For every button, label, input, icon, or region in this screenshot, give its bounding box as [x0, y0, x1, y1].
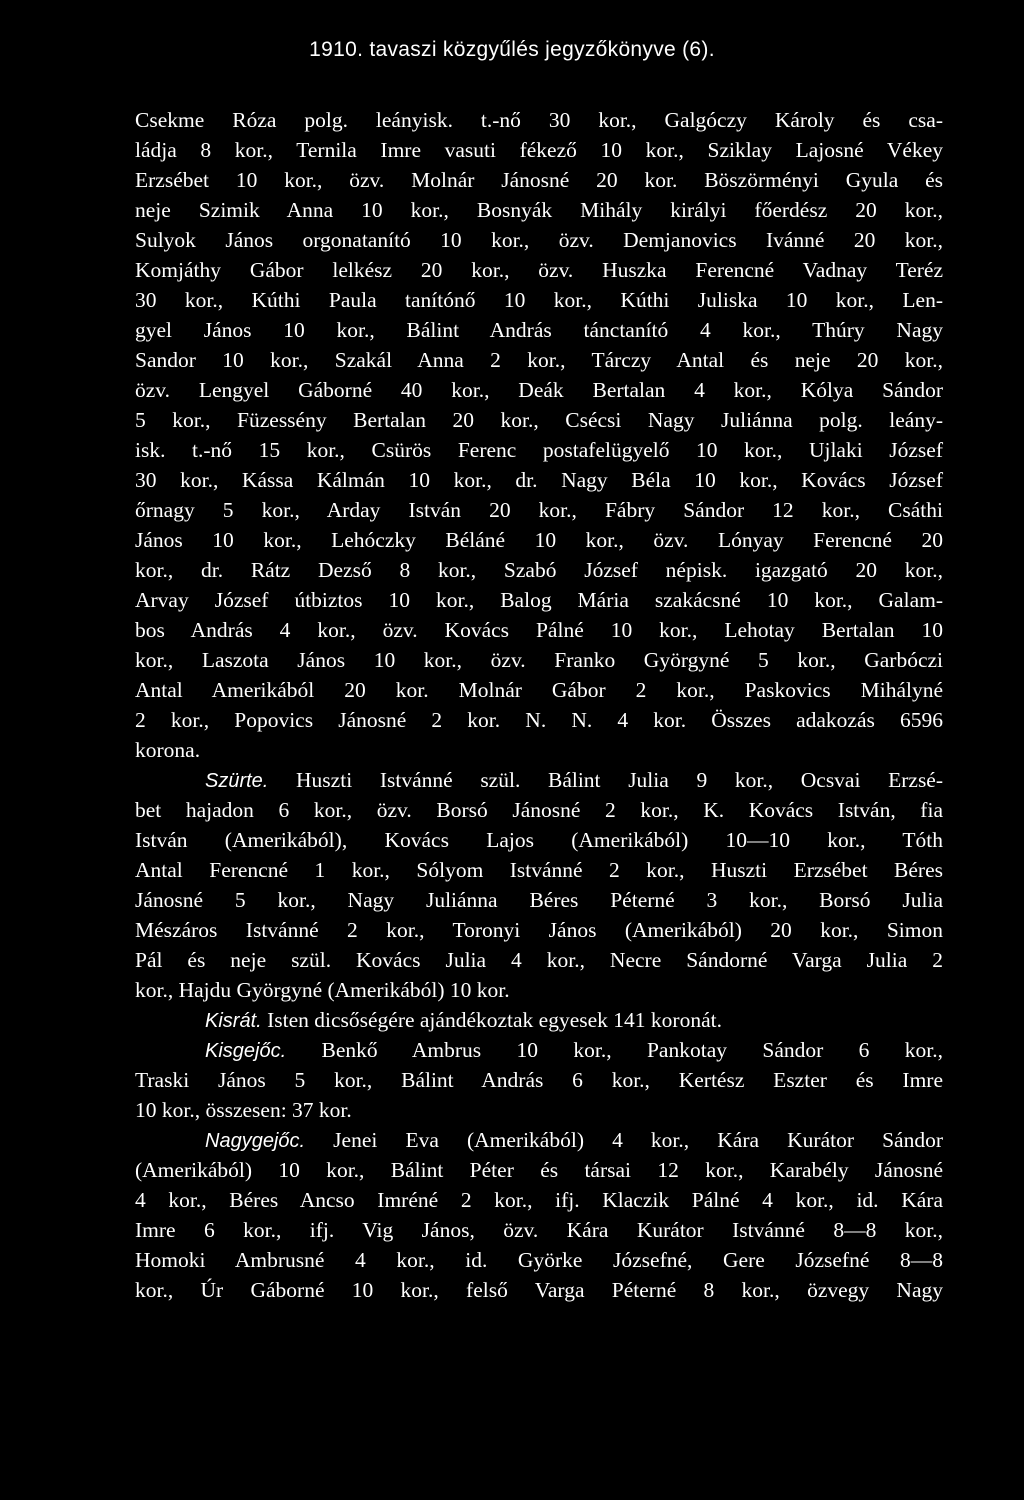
text-line	[135, 765, 943, 795]
text-line	[135, 1095, 943, 1125]
line-text: isk. t.-nő 15 kor., Csürös Ferenc postafelügyelő 10 kor., Ujlaki József	[135, 438, 943, 462]
text-line	[135, 375, 943, 405]
line-text: Antal Amerikából 20 kor. Molnár Gábor 2 kor., Paskovics Mihályné	[135, 678, 943, 702]
line-text: Sulyok János orgonatanító 10 kor., özv. Demjanovics Ivánné 20 kor.,	[135, 228, 943, 252]
line-text: neje Szimik Anna 10 kor., Bosnyák Mihály királyi főerdész 20 kor.,	[135, 198, 943, 222]
text-line	[135, 1035, 943, 1065]
line-text: özv. Lengyel Gáborné 40 kor., Deák Bertalan 4 kor., Kólya Sándor	[135, 378, 943, 402]
line-text: Imre 6 kor., ifj. Vig János, özv. Kára Kurátor Istvánné 8—8 kor.,	[135, 1218, 943, 1242]
line-text: korona.	[135, 738, 201, 762]
text-line	[135, 945, 943, 975]
line-text: Huszti Istvánné szül. Bálint Julia 9 kor., Ocsvai Erzsé-	[296, 768, 944, 792]
line-text: 30 kor., Kúthi Paula tanítónő 10 kor., Kúthi Juliska 10 kor., Len-	[135, 288, 943, 312]
text-line	[135, 225, 943, 255]
text-line	[135, 1275, 943, 1305]
text-line	[135, 825, 943, 855]
section-heading: Kisgejőc.	[205, 1040, 287, 1062]
line-text: Isten dicsőségére ajándékoztak egyesek 141 koronát.	[267, 1008, 722, 1032]
text-line	[135, 315, 943, 345]
text-line	[135, 105, 943, 135]
line-text: gyel János 10 kor., Bálint András tánctanító 4 kor., Thúry Nagy	[135, 318, 943, 342]
text-line	[135, 495, 943, 525]
line-text: bos András 4 kor., özv. Kovács Pálné 10 kor., Lehotay Bertalan 10	[135, 618, 943, 642]
line-text: Arvay József útbiztos 10 kor., Balog Mária szakácsné 10 kor., Galam-	[135, 588, 943, 612]
text-line	[135, 1155, 943, 1185]
line-text: Sandor 10 kor., Szakál Anna 2 kor., Tárczy Antal és neje 20 kor.,	[135, 348, 943, 372]
line-text: Csekme Róza polg. leányisk. t.-nő 30 kor., Galgóczy Károly és csa-	[135, 108, 943, 132]
line-text: ládja 8 kor., Ternila Imre vasuti fékező 10 kor., Sziklay Lajosné Vékey	[135, 138, 943, 162]
line-text: Benkő Ambrus 10 kor., Pankotay Sándor 6 kor.,	[321, 1038, 943, 1062]
text-line	[135, 435, 943, 465]
line-text: 5 kor., Füzessény Bertalan 20 kor., Csécsi Nagy Juliánna polg. leány-	[135, 408, 943, 432]
text-line	[135, 555, 943, 585]
line-text: Erzsébet 10 kor., özv. Molnár Jánosné 20 kor. Böszörményi Gyula és	[135, 168, 943, 192]
text-line	[135, 645, 943, 675]
line-text: (Amerikából) 10 kor., Bálint Péter és társai 12 kor., Karabély Jánosné	[135, 1158, 943, 1182]
document-body	[135, 105, 943, 1305]
text-line	[135, 1215, 943, 1245]
line-text: 2 kor., Popovics Jánosné 2 kor. N. N. 4 kor. Összes adakozás 6596	[135, 708, 943, 732]
line-text: Jenei Eva (Amerikából) 4 kor., Kára Kurátor Sándor	[333, 1128, 943, 1152]
line-text: bet hajadon 6 kor., özv. Borsó Jánosné 2 kor., K. Kovács István, fia	[135, 798, 943, 822]
text-line	[135, 975, 943, 1005]
text-line	[135, 795, 943, 825]
text-line	[135, 885, 943, 915]
line-text: Traski János 5 kor., Bálint András 6 kor., Kertész Eszter és Imre	[135, 1068, 943, 1092]
text-line	[135, 1185, 943, 1215]
text-line	[135, 915, 943, 945]
text-line	[135, 675, 943, 705]
line-text: kor., dr. Rátz Dezső 8 kor., Szabó József népisk. igazgató 20 kor.,	[135, 558, 943, 582]
text-line	[135, 345, 943, 375]
text-line	[135, 255, 943, 285]
line-text: 4 kor., Béres Ancso Imréné 2 kor., ifj. Klaczik Pálné 4 kor., id. Kára	[135, 1188, 943, 1212]
text-line	[135, 135, 943, 165]
line-text: őrnagy 5 kor., Arday István 20 kor., Fábry Sándor 12 kor., Csáthi	[135, 498, 943, 522]
line-text: Pál és neje szül. Kovács Julia 4 kor., Necre Sándorné Varga Julia 2	[135, 948, 943, 972]
line-text: kor., Laszota János 10 kor., özv. Franko Györgyné 5 kor., Garbóczi	[135, 648, 943, 672]
page-title: 1910. tavaszi közgyűlés jegyzőkönyve (6).	[309, 38, 715, 61]
line-text: kor., Úr Gáborné 10 kor., felső Varga Péterné 8 kor., özvegy Nagy	[135, 1278, 943, 1302]
text-line	[135, 1005, 943, 1035]
text-line	[135, 1065, 943, 1095]
line-text: István (Amerikából), Kovács Lajos (Amerikából) 10—10 kor., Tóth	[135, 828, 943, 852]
line-text: Homoki Ambrusné 4 kor., id. Györke Józsefné, Gere Józsefné 8—8	[135, 1248, 943, 1272]
section-heading: Szürte.	[205, 770, 269, 792]
text-line	[135, 195, 943, 225]
text-line	[135, 735, 943, 765]
text-line	[135, 285, 943, 315]
section-heading: Nagygejőc.	[205, 1130, 306, 1152]
line-text: Mészáros Istvánné 2 kor., Toronyi János (Amerikából) 20 kor., Simon	[135, 918, 943, 942]
text-line	[135, 855, 943, 885]
line-text: kor., Hajdu Györgyné (Amerikából) 10 kor.	[135, 978, 510, 1002]
line-text: János 10 kor., Lehóczky Béláné 10 kor., özv. Lónyay Ferencné 20	[135, 528, 943, 552]
section-heading: Kisrát.	[205, 1010, 262, 1032]
line-text: 10 kor., összesen: 37 kor.	[135, 1098, 352, 1122]
line-text: Komjáthy Gábor lelkész 20 kor., özv. Huszka Ferencné Vadnay Teréz	[135, 258, 943, 282]
text-line	[135, 525, 943, 555]
text-line	[135, 585, 943, 615]
text-line	[135, 405, 943, 435]
text-line	[135, 1125, 943, 1155]
text-line	[135, 615, 943, 645]
text-line	[135, 465, 943, 495]
line-text: Antal Ferencné 1 kor., Sólyom Istvánné 2 kor., Huszti Erzsébet Béres	[135, 858, 943, 882]
line-text: Jánosné 5 kor., Nagy Juliánna Béres Péterné 3 kor., Borsó Julia	[135, 888, 943, 912]
text-line	[135, 165, 943, 195]
text-line	[135, 1245, 943, 1275]
text-line	[135, 705, 943, 735]
line-text: 30 kor., Kássa Kálmán 10 kor., dr. Nagy Béla 10 kor., Kovács József	[135, 468, 943, 492]
